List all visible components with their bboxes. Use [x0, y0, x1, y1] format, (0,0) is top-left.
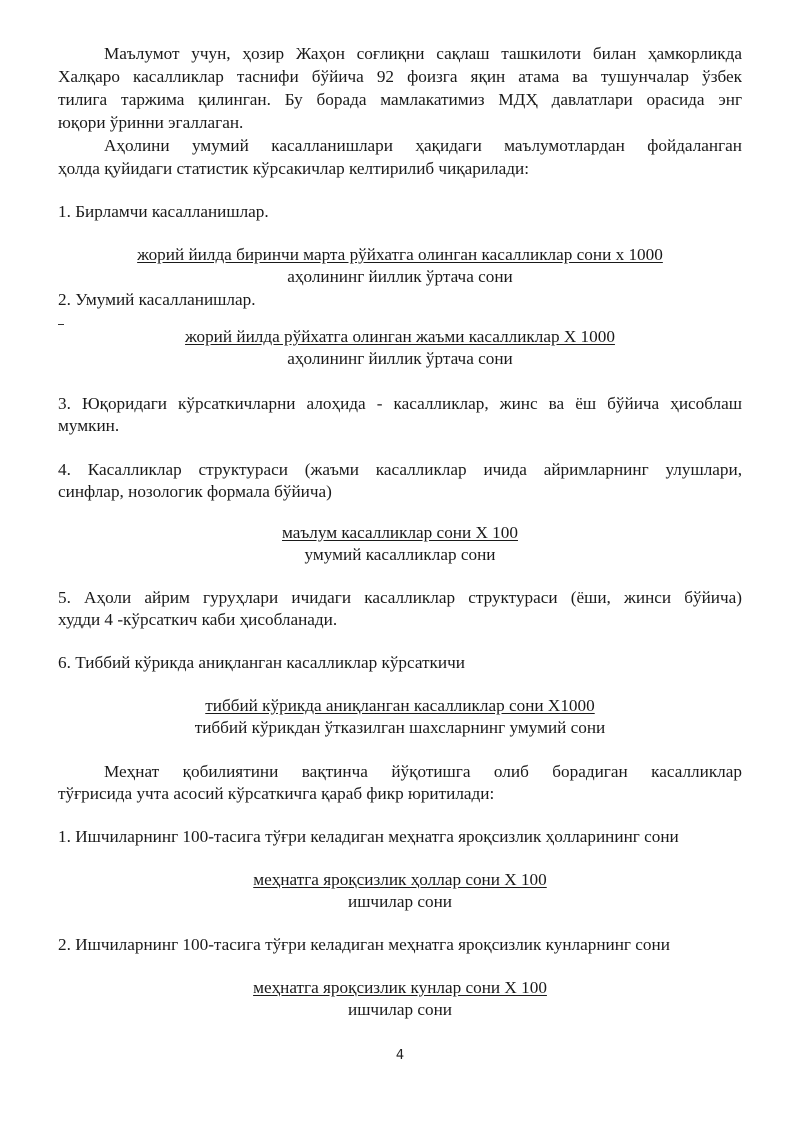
item-3-line-2: мумкин.: [58, 416, 120, 435]
labor-1-formula-denominator: ишчилар сони: [348, 892, 452, 911]
intro-line-1: Маълумот учун, ҳозир Жаҳон соғлиқни сақлаш ташкилоти билан ҳамкорликда: [104, 44, 742, 63]
item-2-formula-denominator: аҳолининг йиллик ўртача сони: [287, 349, 513, 368]
labor-line-2: тўғрисида учта асосий кўрсаткичга қараб фикр юритилади:: [58, 784, 495, 803]
item-1-heading: 1. Бирламчи касалланишлар.: [58, 202, 269, 221]
labor-2-heading: 2. Ишчиларнинг 100-тасига тўғри келадиган меҳнатга яроқсизлик кунларнинг сони: [58, 935, 670, 954]
item-3-line-1: 3. Юқоридаги кўрсаткичларни алоҳида - касалликлар, жинс ва ёш бўйича ҳисоблаш: [58, 394, 742, 413]
labor-2-formula-numerator: [58, 976, 742, 999]
item-1-numerator-text: жорий йилда биринчи марта рўйхатга олинган касалликлар сони х 1000: [137, 245, 663, 264]
labor-2-formula-denominator: ишчилар сони: [348, 1000, 452, 1019]
item-1-formula-numerator: [58, 243, 742, 266]
labor-1-numerator-text: меҳнатга яроқсизлик ҳоллар сони Х 100: [253, 870, 547, 889]
labor-2-numerator-text: меҳнатга яроқсизлик кунлар сони Х 100: [253, 978, 547, 997]
item-5-line-2: худди 4 -кўрсаткич каби ҳисобланади.: [58, 610, 338, 629]
page-number: 4: [395, 1048, 405, 1063]
intro-line-4: юқори ўринни эгаллаган.: [58, 113, 244, 132]
item-4-numerator-text: маълум касалликлар сони Х 100: [282, 523, 518, 542]
item-6-formula-numerator: [58, 694, 742, 717]
item-2-heading: 2. Умумий касалланишлар.: [58, 290, 256, 309]
intro-line-6: ҳолда қуйидаги статистик кўрсакичлар келтирилиб чиқарилади:: [58, 159, 529, 178]
item-1-formula-denominator: аҳолининг йиллик ўртача сони: [287, 267, 513, 286]
item-2-numerator-text: жорий йилда рўйхатга олинган жаъми касалликлар Х 1000: [185, 327, 615, 346]
intro-line-2: Халқаро касалликлар таснифи бўйича 92 фоизга яқин атама ва тушунчалар ўзбек: [58, 67, 742, 86]
item-6-numerator-text: тиббий кўрикда аниқланган касалликлар сони Х1000: [205, 696, 595, 715]
labor-line-1: Меҳнат қобилиятини вақтинча йўқотишга олиб борадиган касалликлар: [104, 762, 742, 781]
intro-line-3: тилига таржима қилинган. Бу борада мамлакатимиз МДҲ давлатлари орасида энг: [58, 90, 742, 109]
item-4-line-1: 4. Касалликлар структураси (жаъми касалликлар ичида айримларнинг улушлари,: [58, 460, 742, 479]
item-6-heading: 6. Тиббий кўрикда аниқланган касалликлар кўрсаткичи: [58, 653, 465, 672]
intro-line-5: Аҳолини умумий касалланишлари ҳақидаги маълумотлардан фойдаланган: [104, 136, 742, 155]
item-4-formula-numerator: [58, 521, 742, 544]
item-6-formula-denominator: тиббий кўрикдан ўтказилган шахсларнинг умумий сони: [194, 718, 606, 737]
item-4-line-2: синфлар, нозологик формала бўйича): [58, 482, 332, 501]
item-5-line-1: 5. Аҳоли айрим гуруҳлари ичидаги касалликлар структураси (ёши, жинси бўйича): [58, 588, 742, 607]
item-2-formula-numerator: [58, 325, 742, 348]
labor-1-heading: 1. Ишчиларнинг 100-тасига тўғри келадиган меҳнатга яроқсизлик ҳолларининг сони: [58, 827, 679, 846]
labor-1-formula-numerator: [58, 868, 742, 891]
item-4-formula-denominator: умумий касалликлар сони: [304, 545, 496, 564]
